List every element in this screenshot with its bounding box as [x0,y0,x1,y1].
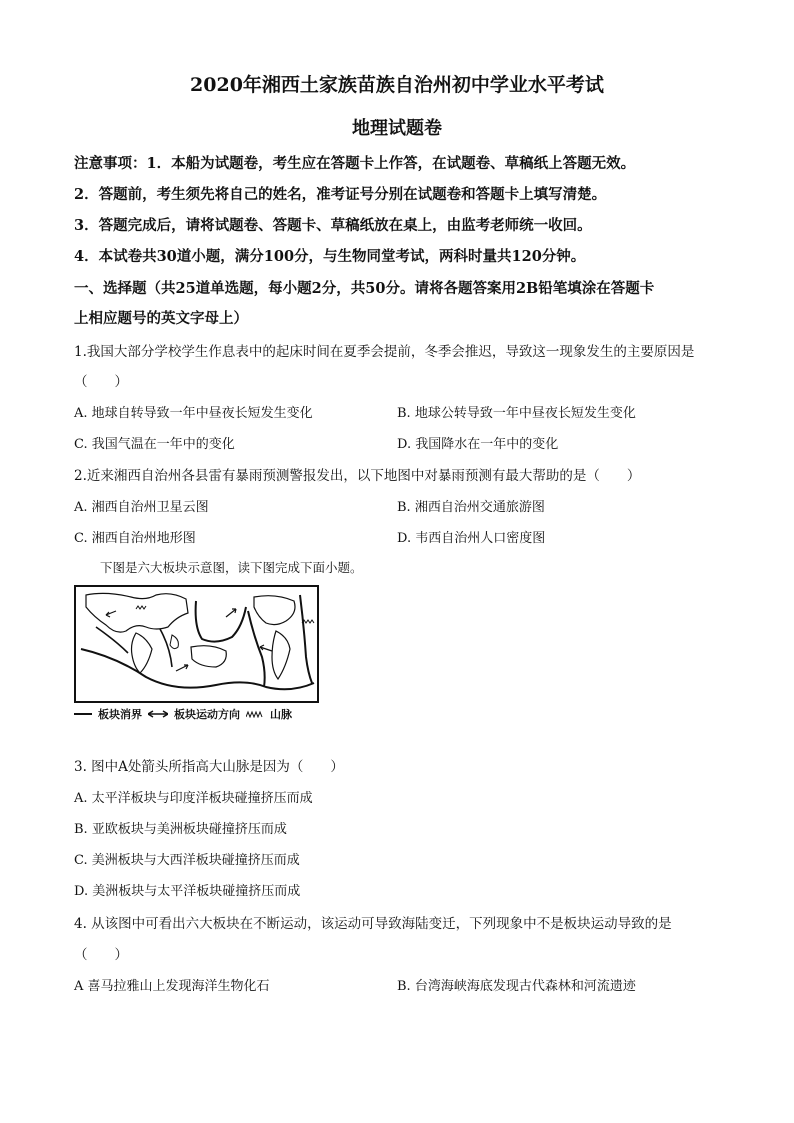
question-4-stem: 4. 从该图中可看出六大板块在不断运动，该运动可导致海陆变迁，下列现象中不是板块运动导致的是 [74,916,672,932]
question-1-stem: 1.我国大部分学校学生作息表中的起床时间在夏季会提前，冬季会推迟，导致这一现象发生的主要原因是 [74,344,695,360]
question-1-option-a: A. 地球自转导致一年中昼夜长短发生变化 [74,406,313,421]
question-1-option-c: C. 我国气温在一年中的变化 [74,437,235,452]
question-4-option-a: A 喜马拉雅山上发现海洋生物化石 [74,979,270,994]
question-1-option-b: B. 地球公转导致一年中昼夜长短发生变化 [397,406,636,421]
world-plate-map-icon [76,587,317,701]
note-3: 3．答题完成后，请将试题卷、答题卡、草稿纸放在桌上，由监考老师统一收回。 [74,217,592,234]
legend-mountain: 山脉 [270,708,292,721]
question-3-option-a: A. 太平洋板块与印度洋板块碰撞挤压而成 [74,791,313,806]
question-2-option-b: B. 湘西自治州交通旅游图 [397,500,545,515]
figure-intro: 下图是六大板块示意图，读下图完成下面小题。 [100,560,363,575]
legend-direction: 板块运动方向 [174,708,240,721]
note-4: 4．本试卷共30道小题，满分100分，与生物同堂考试，两科时量共120分钟。 [74,248,586,265]
question-3-option-b: B. 亚欧板块与美洲板块碰撞挤压而成 [74,822,287,837]
question-1-option-d: D. 我国降水在一年中的变化 [397,437,559,452]
plate-map-figure [74,585,319,703]
question-3-stem: 3. 图中A处箭头所指高大山脉是因为（ ） [74,759,344,775]
note-2: 2．答题前，考生须先将自己的姓名，准考证号分别在试题卷和答题卡上填写清楚。 [74,186,607,203]
map-legend [74,706,322,722]
question-2-stem: 2.近来湘西自治州各县雷有暴雨预测警报发出，以下地图中对暴雨预测有最大帮助的是（ ） [74,468,641,484]
question-3-option-d: D. 美洲板块与太平洋板块碰撞挤压而成 [74,884,301,899]
question-2-option-a: A. 湘西自治州卫星云图 [74,500,209,515]
question-2-option-d: D. 韦西自治州人口密度图 [397,531,546,546]
legend-boundary: 板块消界 [98,708,142,721]
question-4-blank: （ ） [74,947,128,963]
arrow-icon [148,710,168,718]
question-4-option-b: B. 台湾海峡海底发现古代森林和河流遗迹 [397,979,636,994]
question-1-blank: （ ） [74,374,128,390]
exam-subtitle: 地理试题卷 [352,118,442,139]
question-3-option-c: C. 美洲板块与大西洋板块碰撞挤压而成 [74,853,300,868]
boundary-line-icon [74,710,92,718]
mountain-icon [246,710,264,718]
exam-title: 2020年湘西土家族苗族自治州初中学业水平考试 [190,74,604,96]
question-2-option-c: C. 湘西自治州地形图 [74,531,196,546]
section-heading-line2: 上相应题号的英文字母上） [74,310,248,327]
note-1: 注意事项：1．本船为试题卷，考生应在答题卡上作答，在试题卷、草稿纸上答题无效。 [74,155,636,172]
section-heading-line1: 一、选择题（共25道单选题，每小题2分，共50分。请将各题答案用2B铅笔填涂在答题卡 [74,280,655,297]
